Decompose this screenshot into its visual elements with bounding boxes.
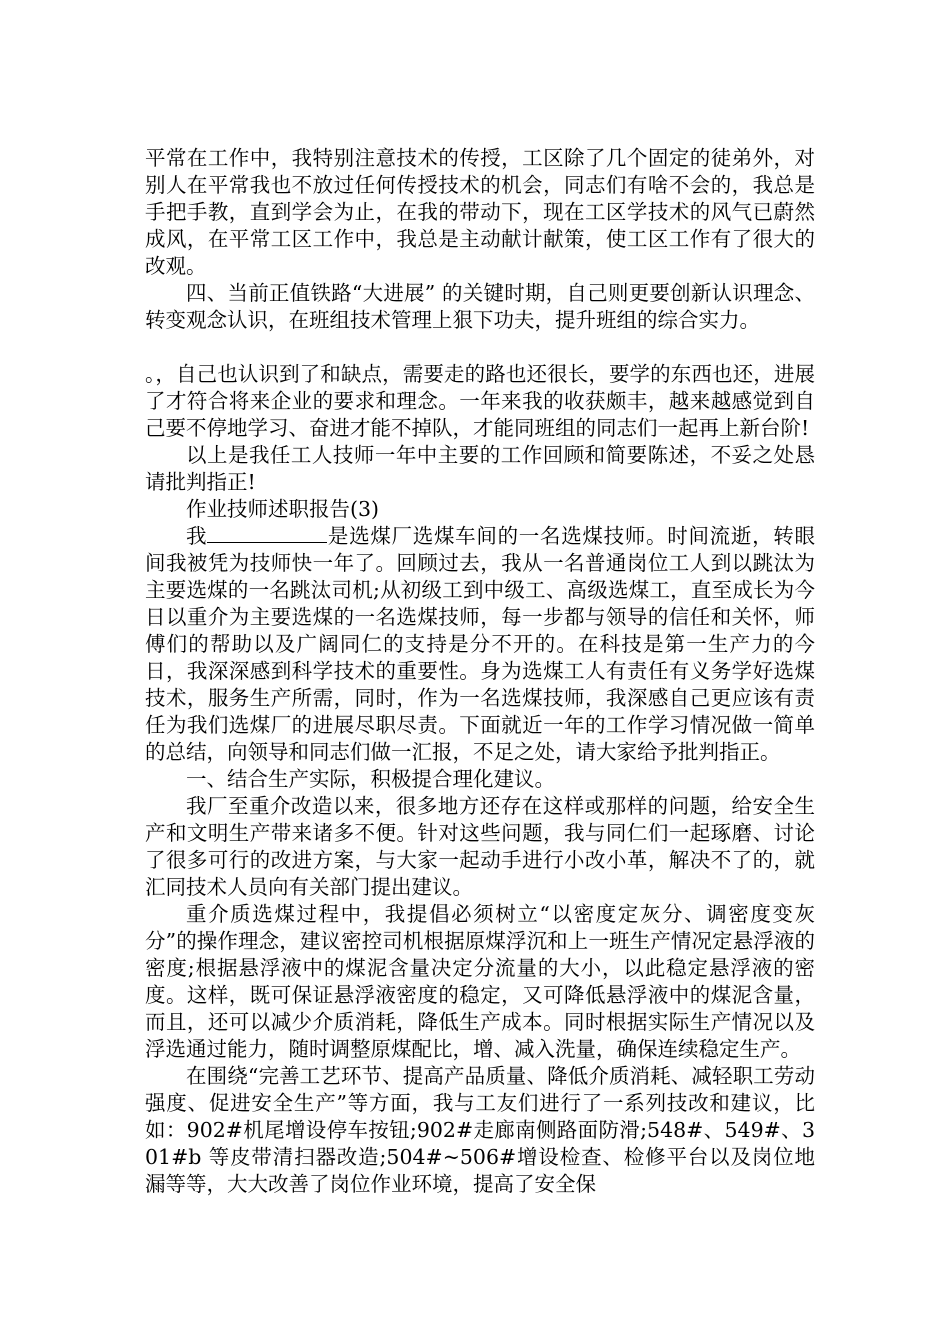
paragraph-tech-teaching: 平常在工作中，我特别注意技术的传授，工区除了几个固定的徒弟外，对别人在平常我也不放过任何传授技术的机会，同志们有啥不会的，我总是手把手教，直到学会为止，在我的带动下，现在工区学技术的风气已蔚然成风，在平常工区工作中，我总是主动献计献策，使工区工作有了很大的改观。: [145, 146, 815, 278]
paragraph-improvements: 我厂至重介改造以来，很多地方还存在这样或那样的问题，给安全生产和文明生产带来诸多不便。针对这些问题，我与同仁们一起琢磨、讨论了很多可行的改进方案，与大家一起动手进行小改小革，解决不了的，就汇同技术人员向有关部门提出建议。: [145, 794, 815, 899]
paragraph-gap: [145, 334, 815, 361]
paragraph-intro: [145, 523, 815, 766]
intro-prefix: 我: [186, 524, 208, 548]
paragraph-dense-medium: 重介质选煤过程中，我提倡必须树立“以密度定灰分、调密度变灰分”的操作理念，建议密控司机根据原煤浮沉和上一班生产情况定悬浮液的密度;根据悬浮液中的煤泥含量决定分流量的大小，以此稳定悬浮液的密度。这样，既可保证悬浮液密度的稳定，又可降低悬浮液中的煤泥含量，而且，还可以减少介质消耗，降低生产成本。同时根据实际生产情况以及浮选通过能力，随时调整原煤配比，增、减入洗量，确保连续稳定生产。: [145, 902, 815, 1061]
name-blank: [207, 524, 327, 543]
paragraph-point-four: 四、当前正值铁路“大进展” 的关键时期，自己则更要创新认识理念、转变观念认识，在班组技术管理上狠下功夫，提升班组的综合实力。: [145, 281, 815, 332]
report-title: 作业技师述职报告(3): [186, 497, 380, 521]
document-page: [145, 145, 815, 1198]
paragraph-closing: 以上是我任工人技师一年中主要的工作回顾和简要陈述，不妥之处恳请批判指正!: [145, 443, 815, 494]
section-heading-one: 一、结合生产实际，积极提合理化建议。: [186, 767, 555, 791]
intro-body: 是选煤厂选煤车间的一名选煤技师。时间流逝，转眼间我被凭为技师快一年了。回顾过去，我从一名普通岗位工人到以跳汰为主要选煤的一名跳汰司机;从初级工到中级工、高级选煤工，直至成长为今日以重介为主要选煤的一名选煤技师，每一步都与领导的信任和关怀，师傅们的帮助以及广阔同仁的支持是分不开的。在科技是第一生产力的今日，我深深感到科学技术的重要性。身为选煤工人有责任有义务学好选煤技术，服务生产所需，同时，作为一名选煤技师，我深感自己更应该有责任为我们选煤厂的进展尽职尽责。下面就近一年的工作学习情况做一简单的总结，向领导和同志们做一汇报，不足之处，请大家给予批判指正。: [145, 524, 816, 764]
paragraph-self-reflection: 。，自己也认识到了和缺点，需要走的路也还很长，要学的东西也还，进展了才符合将来企业的要求和理念。一年来我的收获颇丰，越来越感觉到自己要不停地学习、奋进才能不掉队，才能同班组的同志们一起再上新台阶!: [145, 362, 815, 440]
paragraph-technical-changes: 在围绕“完善工艺环节、提高产品质量、降低介质消耗、减轻职工劳动强度、促进安全生产”等方面，我与工友们进行了一系列技改和建议，比如：902#机尾增设停车按钮;902#走廊南侧路面防滑;548#、549#、301#b 等皮带清扫器改造;504#~506#增设检查、检修平台以及岗位地漏等等，大大改善了岗位作业环境，提高了安全保: [145, 1064, 815, 1196]
